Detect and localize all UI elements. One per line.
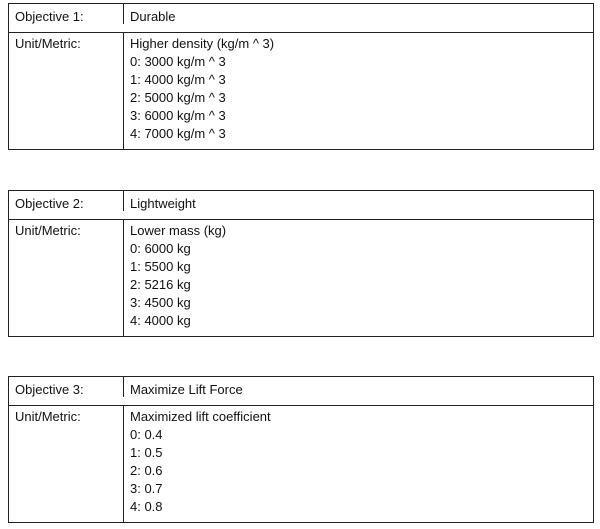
metric-level-4: 4: 0.8 <box>130 499 163 514</box>
metric-values <box>124 33 593 149</box>
metric-level-1: 1: 4000 kg/m ^ 3 <box>130 72 226 87</box>
metric-level-3: 3: 6000 kg/m ^ 3 <box>130 108 226 123</box>
objective-name: Maximize Lift Force <box>130 382 243 397</box>
metric-level-2: 2: 5216 kg <box>130 277 191 292</box>
metric-level-4: 4: 4000 kg <box>130 313 191 328</box>
objective-header-row <box>9 4 593 32</box>
metric-row <box>9 32 593 149</box>
metric-level-0: 0: 3000 kg/m ^ 3 <box>130 54 226 69</box>
metric-label: Unit/Metric: <box>9 406 124 522</box>
objective-label: Objective 1: <box>9 4 124 24</box>
objective-table-2 <box>8 190 594 337</box>
metric-level-2: 2: 0.6 <box>130 463 163 478</box>
metric-heading: Higher density (kg/m ^ 3) <box>130 36 275 51</box>
metric-row <box>9 219 593 336</box>
metric-values <box>124 220 593 336</box>
metric-level-0: 0: 0.4 <box>130 427 163 442</box>
objective-label: Objective 2: <box>9 191 124 211</box>
metric-level-3: 3: 0.7 <box>130 481 163 496</box>
objective-header-row <box>9 377 593 405</box>
metric-heading: Lower mass (kg) <box>130 223 227 238</box>
metric-level-1: 1: 5500 kg <box>130 259 191 274</box>
objective-table-1 <box>8 3 594 150</box>
metric-level-2: 2: 5000 kg/m ^ 3 <box>130 90 226 105</box>
objective-name: Durable <box>130 9 176 24</box>
metric-heading: Maximized lift coefficient <box>130 409 271 424</box>
metric-row <box>9 405 593 522</box>
objective-table-3 <box>8 376 594 523</box>
metric-values <box>124 406 593 522</box>
metric-level-4: 4: 7000 kg/m ^ 3 <box>130 126 226 141</box>
metric-level-3: 3: 4500 kg <box>130 295 191 310</box>
metric-level-1: 1: 0.5 <box>130 445 163 460</box>
metric-label: Unit/Metric: <box>9 220 124 336</box>
objective-label: Objective 3: <box>9 377 124 397</box>
metric-level-0: 0: 6000 kg <box>130 241 191 256</box>
metric-label: Unit/Metric: <box>9 33 124 149</box>
objective-name: Lightweight <box>130 196 196 211</box>
objective-header-row <box>9 191 593 219</box>
